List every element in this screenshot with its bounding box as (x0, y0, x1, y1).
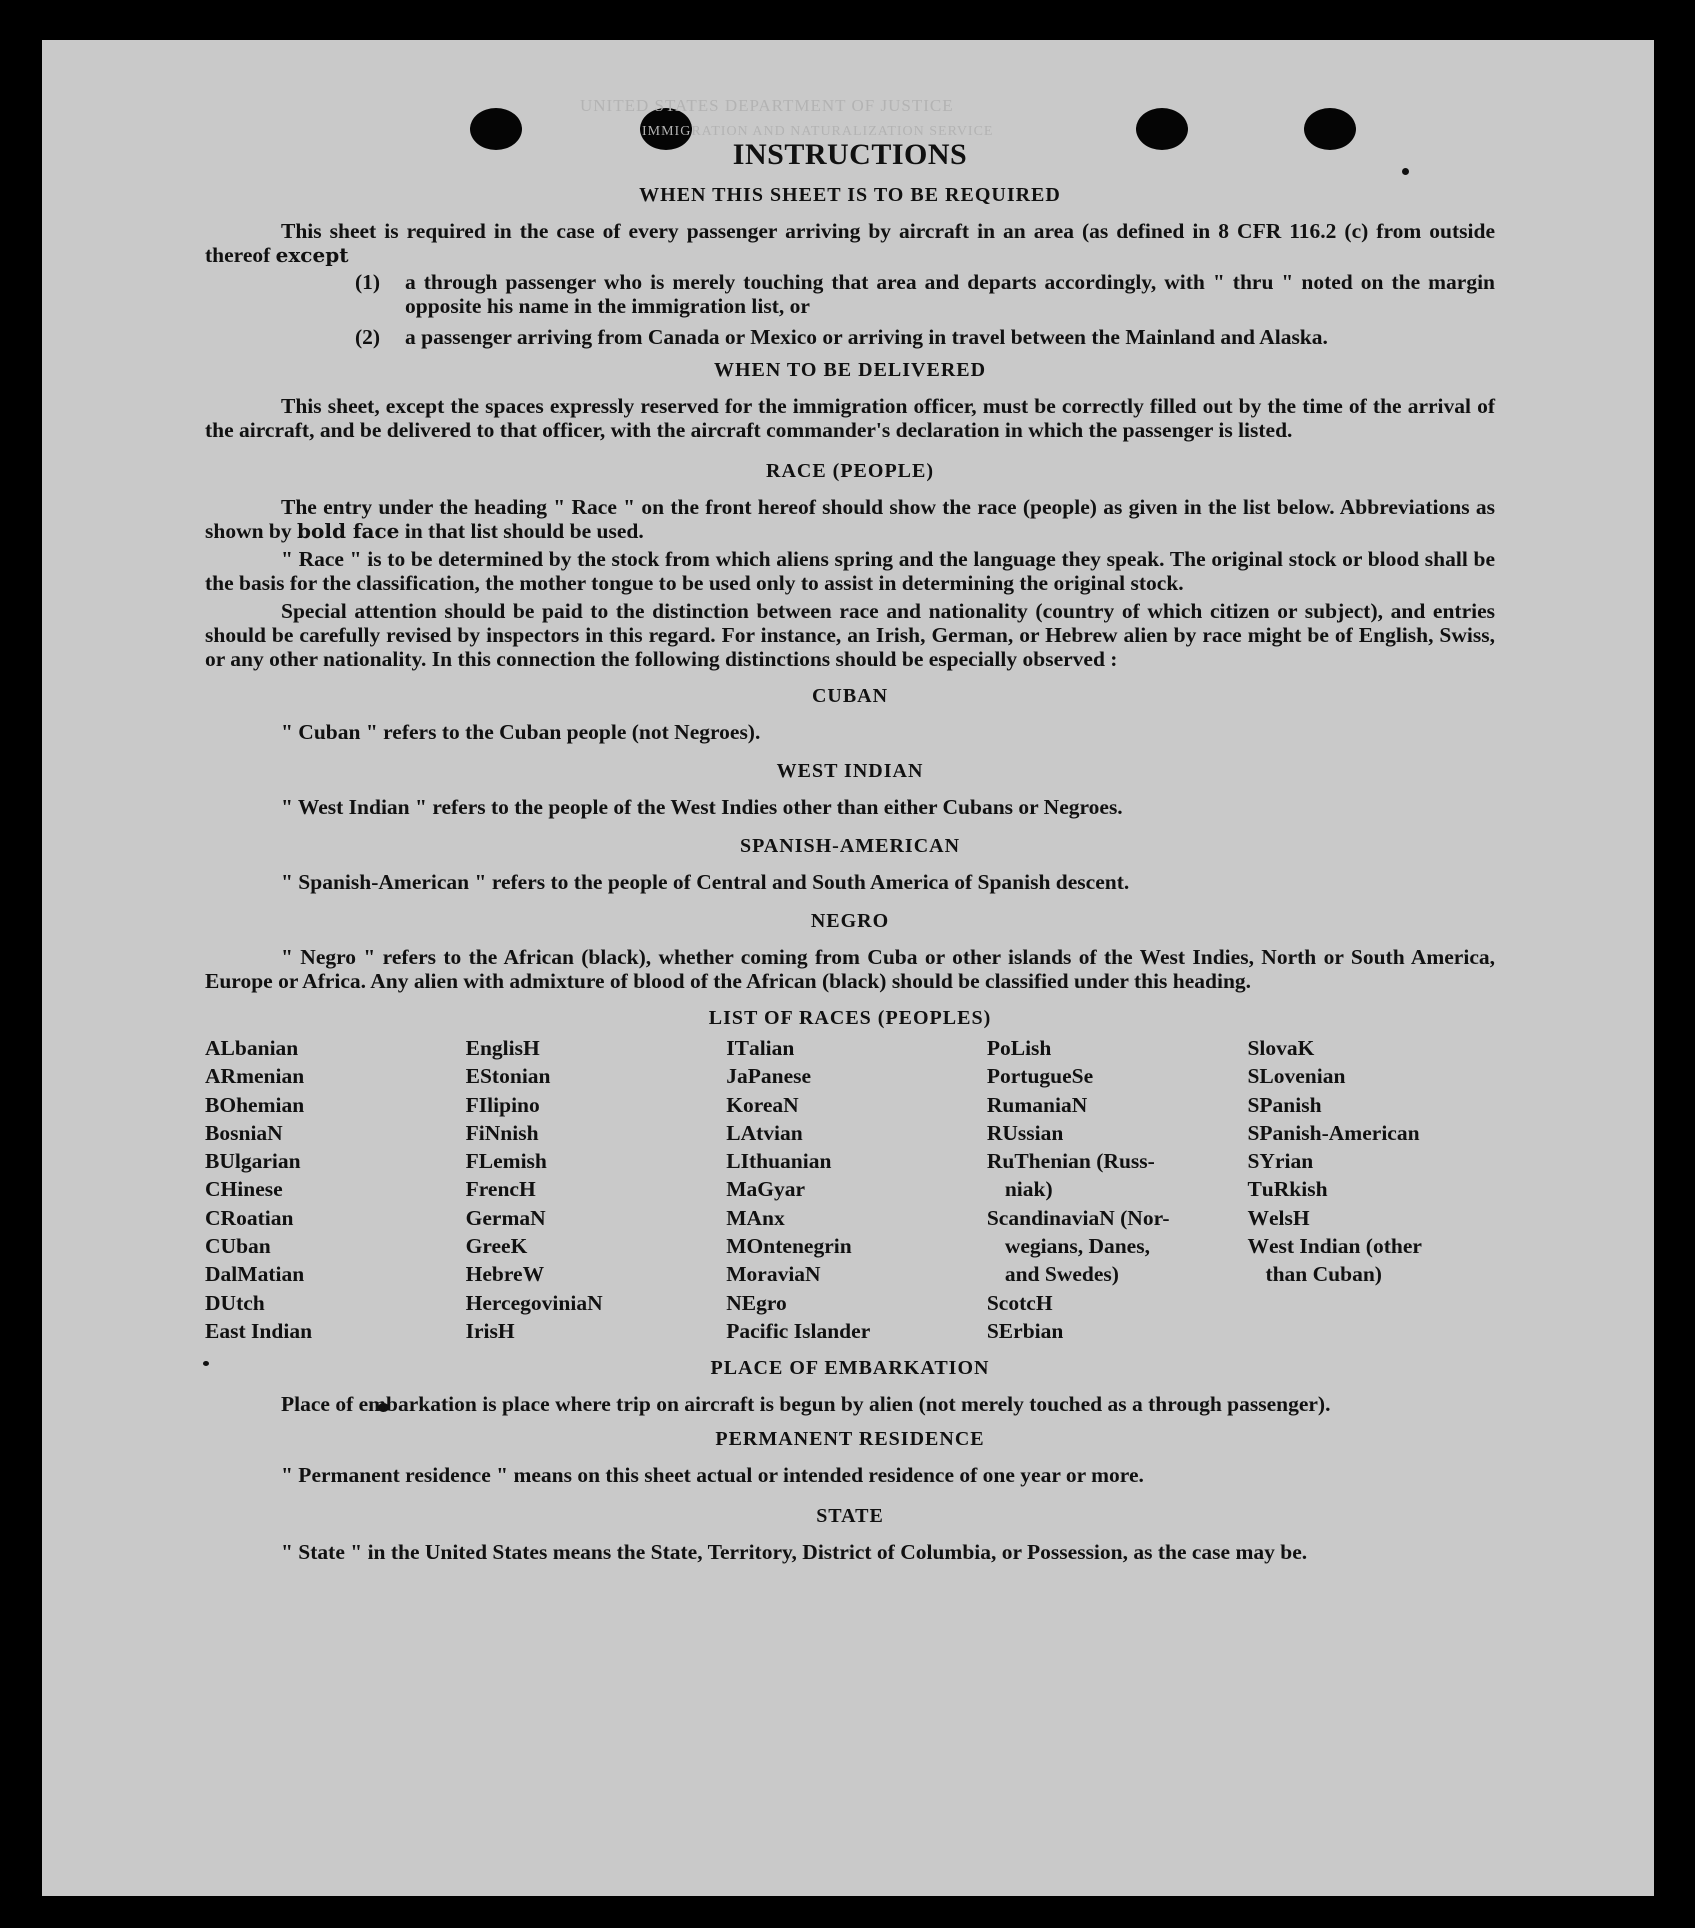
race-entry: West Indian (other (1247, 1234, 1422, 1259)
race-entry: GermaN (465, 1205, 546, 1230)
race-entry: CUban (205, 1234, 271, 1259)
race-entry: ScotcH (986, 1290, 1053, 1315)
para-embarkation: Place of embarkation is place where trip on aircraft is begun by alien (not merely touched as a through passenger). (281, 1392, 1331, 1417)
race-entry: SPanish (1247, 1092, 1322, 1117)
race-entry: CHinese (205, 1177, 283, 1202)
heading-cuban: CUBAN (811, 685, 889, 707)
heading-when-required: WHEN THIS SHEET IS TO BE REQUIRED (639, 184, 1061, 206)
heading-list-of-races: LIST OF RACES (PEOPLES) (708, 1007, 992, 1029)
para-race-2: " Race " is to be determined by the stock from which aliens spring and the language they speak. The original stock or blood shall be the basis for the classification, the mother tongue to be used only to assist in determining the original stock. (205, 547, 1495, 595)
race-entry: LIthuanian (726, 1149, 832, 1174)
bleed-through-header-line2: IMMIGRATION AND NATURALIZATION SERVICE (642, 124, 994, 139)
heading-spanish-american: SPANISH-AMERICAN (739, 835, 961, 857)
race-entry: GreeK (465, 1234, 528, 1259)
para-race-3: Special attention should be paid to the distinction between race and nationality (country of which citizen or subject), and entries should be carefully revised by inspectors in this regard. For instance, an Irish, German, or Hebrew alien by race might be of English, Swiss, or any other nationality. In this connection the following distinctions should be especially observed : (205, 599, 1495, 671)
race-entry: SLovenian (1247, 1064, 1346, 1089)
para-race-1: The entry under the heading " Race " on the front hereof should show the race (people) as given in the list below. Abbreviations as shown by bold face in that list should be used. (205, 495, 1495, 543)
race-entry: and Swedes) (1004, 1262, 1119, 1287)
race-entry: SlovaK (1247, 1036, 1315, 1060)
race-column (1247, 1034, 1495, 1345)
list-item: (1) a through passenger who is merely touching that area and departs accordingly, with " thru " noted on the margin opposite his name in the immigration list, or (355, 270, 1495, 318)
heading-when-delivered: WHEN TO BE DELIVERED (713, 359, 987, 381)
race-column (466, 1034, 727, 1345)
race-entry: MaGyar (726, 1177, 806, 1202)
race-entry: East Indian (205, 1318, 313, 1343)
race-entry: BOhemian (205, 1092, 305, 1117)
para-spanish-american: " Spanish-American " refers to the people of Central and South America of Spanish descent. (281, 870, 1130, 894)
race-list (205, 1034, 1495, 1345)
race-entry: IrisH (465, 1318, 515, 1343)
race-entry: ITalian (726, 1036, 795, 1060)
race-entry: PoLish (986, 1036, 1052, 1060)
bleed-through-header-line1: UNITED STATES DEPARTMENT OF JUSTICE (580, 96, 954, 115)
race-entry: DalMatian (205, 1262, 305, 1287)
race-entry: KoreaN (726, 1092, 799, 1117)
race-entry: wegians, Danes, (1004, 1234, 1150, 1259)
race-column (726, 1034, 987, 1345)
race-column (205, 1034, 466, 1345)
race-entry: EStonian (465, 1064, 551, 1089)
race-entry: PortugueSe (986, 1064, 1094, 1089)
heading-embarkation: PLACE OF EMBARKATION (710, 1357, 990, 1380)
para-delivered: This sheet, except the spaces expressly reserved for the immigration officer, must be correctly filled out by the time of the arrival of the aircraft, and be delivered to that officer, with the aircraft commander's declaration in which the passenger is listed. (205, 394, 1495, 442)
race-entry: RumaniaN (986, 1092, 1088, 1117)
heading-negro: NEGRO (810, 910, 890, 932)
race-entry: MAnx (726, 1205, 785, 1230)
para-state: " State " in the United States means the State, Territory, District of Columbia, or Possession, as the case may be. (281, 1540, 1308, 1565)
race-entry: LAtvian (726, 1120, 803, 1145)
heading-race: RACE (PEOPLE) (766, 460, 934, 482)
race-entry: CRoatian (205, 1205, 294, 1230)
race-entry: HebreW (465, 1262, 545, 1287)
list-item: (2) a passenger arriving from Canada or Mexico or arriving in travel between the Mainland and Alaska. (355, 325, 1328, 349)
race-entry: Pacific Islander (726, 1318, 871, 1343)
race-entry: EnglisH (465, 1036, 540, 1060)
race-entry: TuRkish (1247, 1177, 1328, 1202)
race-entry: NEgro (726, 1290, 787, 1315)
race-entry: WelsH (1247, 1205, 1310, 1230)
race-column (987, 1034, 1248, 1345)
race-entry: SPanish-American (1247, 1120, 1420, 1145)
race-entry: SYrian (1247, 1149, 1314, 1174)
race-entry: HercegoviniaN (465, 1290, 603, 1315)
race-entry: ScandinaviaN (Nor- (986, 1205, 1170, 1230)
race-entry: ALbanian (205, 1036, 299, 1060)
race-entry: niak) (1004, 1177, 1053, 1202)
para-cuban: " Cuban " refers to the Cuban people (not Negroes). (281, 720, 761, 744)
race-entry: DUtch (205, 1290, 265, 1315)
race-entry: ARmenian (205, 1064, 305, 1089)
heading-state: STATE (816, 1505, 884, 1528)
race-entry: MoraviaN (726, 1262, 821, 1287)
race-entry: FLemish (465, 1149, 547, 1174)
race-entry: FrencH (465, 1177, 536, 1202)
race-entry: MOntenegrin (726, 1234, 852, 1259)
race-entry: RUssian (986, 1120, 1064, 1145)
instructions-content (205, 138, 1495, 1564)
race-entry: RuThenian (Russ- (986, 1149, 1155, 1174)
heading-west-indian: WEST INDIAN (776, 760, 924, 782)
race-entry: BUlgarian (205, 1149, 301, 1174)
race-entry: SErbian (986, 1318, 1064, 1343)
race-entry: BosniaN (205, 1120, 283, 1145)
page-title: INSTRUCTIONS (732, 138, 968, 171)
heading-permanent-residence: PERMANENT RESIDENCE (715, 1428, 985, 1451)
race-entry: FIlipino (465, 1092, 540, 1117)
para-required: This sheet is required in the case of every passenger arriving by aircraft in an area (as defined in 8 CFR 116.2 (c) from outside thereof except (205, 219, 1495, 267)
para-west-indian: " West Indian " refers to the people of the West Indies other than either Cubans or Negroes. (281, 795, 1123, 819)
race-entry: JaPanese (726, 1064, 812, 1089)
para-negro: " Negro " refers to the African (black), whether coming from Cuba or other islands of the West Indies, North or South America, Europe or Africa. Any alien with admixture of blood of the African (black) should be classified under this heading. (205, 945, 1495, 993)
para-permanent-residence: " Permanent residence " means on this sheet actual or intended residence of one year or more. (281, 1463, 1144, 1488)
race-entry: than Cuban) (1265, 1262, 1382, 1287)
race-entry: FiNnish (465, 1120, 539, 1145)
